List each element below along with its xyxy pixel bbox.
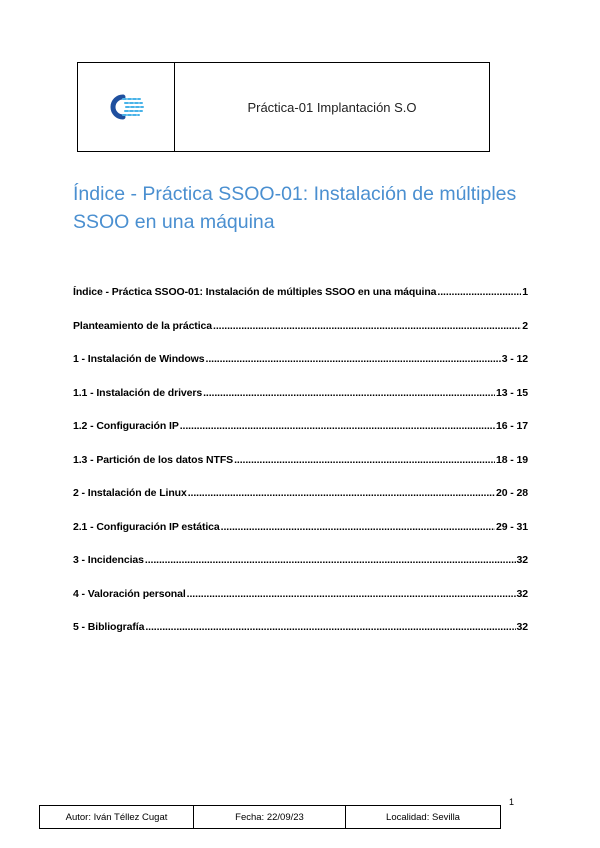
header-logo-cell bbox=[78, 63, 175, 151]
toc-leader-dots bbox=[221, 521, 495, 533]
toc-entry[interactable] bbox=[73, 621, 528, 655]
toc-leader-dots bbox=[206, 353, 501, 365]
toc-entry-page[interactable]: 13 - 15 bbox=[496, 386, 528, 399]
toc-leader-dots bbox=[145, 621, 515, 633]
toc-entry-page[interactable]: 32 bbox=[516, 587, 528, 600]
table-of-contents bbox=[73, 286, 528, 655]
toc-entry-page[interactable]: 32 bbox=[516, 554, 528, 566]
toc-leader-dots bbox=[437, 286, 521, 298]
toc-leader-dots bbox=[188, 487, 495, 499]
page-title: Índice - Práctica SSOO-01: Instalación de múltiples SSOO en una máquina bbox=[73, 183, 517, 233]
toc-leader-dots bbox=[145, 554, 516, 566]
toc-entry-title[interactable]: 1.1 - Instalación de drivers bbox=[73, 386, 203, 399]
toc-entry[interactable] bbox=[73, 487, 528, 521]
toc-leader-dots bbox=[234, 454, 495, 466]
toc-leader-dots bbox=[180, 420, 495, 432]
toc-entry[interactable] bbox=[73, 420, 528, 454]
document-header bbox=[77, 62, 490, 152]
toc-entry-title[interactable]: 1 - Instalación de Windows bbox=[73, 353, 205, 365]
toc-entry-page[interactable]: 3 - 12 bbox=[501, 353, 528, 365]
toc-entry-page[interactable]: 2 bbox=[522, 319, 528, 332]
toc-entry-title[interactable]: 1.2 - Configuración IP bbox=[73, 420, 179, 432]
toc-entry[interactable] bbox=[73, 588, 528, 622]
toc-entry-page[interactable]: 1 bbox=[522, 286, 528, 298]
toc-leader-dots bbox=[187, 588, 516, 600]
toc-entry[interactable] bbox=[73, 454, 528, 488]
toc-entry[interactable] bbox=[73, 353, 528, 387]
footer-location: Localidad: Sevilla bbox=[386, 811, 460, 823]
c-wave-logo-icon bbox=[106, 90, 146, 124]
toc-entry-title[interactable]: 2 - Instalación de Linux bbox=[73, 487, 187, 499]
toc-entry-page[interactable]: 16 - 17 bbox=[496, 420, 528, 432]
toc-entry-title[interactable]: 3 - Incidencias bbox=[73, 554, 144, 566]
toc-entry[interactable] bbox=[73, 387, 528, 421]
toc-entry-page[interactable]: 20 - 28 bbox=[496, 487, 528, 499]
footer-table bbox=[39, 805, 501, 829]
page-number: 1 bbox=[509, 797, 515, 807]
toc-entry-page[interactable]: 32 bbox=[516, 621, 528, 633]
footer-date: Fecha: 22/09/23 bbox=[194, 806, 346, 828]
toc-entry-title[interactable]: 1.3 - Partición de los datos NTFS bbox=[73, 453, 234, 466]
toc-entry-title[interactable]: Planteamiento de la práctica bbox=[73, 319, 213, 332]
toc-entry-page[interactable]: 29 - 31 bbox=[496, 520, 528, 533]
toc-entry[interactable] bbox=[73, 554, 528, 588]
toc-entry[interactable] bbox=[73, 286, 528, 320]
toc-entry-title[interactable]: 4 - Valoración personal bbox=[73, 587, 186, 600]
toc-entry[interactable] bbox=[73, 521, 528, 555]
toc-leader-dots bbox=[203, 387, 495, 399]
header-title: Práctica-01 Implantación S.O bbox=[247, 99, 417, 115]
toc-entry-title[interactable]: 5 - Bibliografía bbox=[73, 621, 145, 633]
toc-leader-dots bbox=[213, 320, 521, 332]
toc-entry[interactable] bbox=[73, 320, 528, 354]
footer-author: Autor: Iván Téllez Cugat bbox=[40, 806, 194, 828]
toc-entry-title[interactable]: Índice - Práctica SSOO-01: Instalación de múltiples SSOO en una máquina bbox=[73, 286, 437, 298]
toc-entry-page[interactable]: 18 - 19 bbox=[496, 453, 528, 466]
toc-entry-title[interactable]: 2.1 - Configuración IP estática bbox=[73, 520, 220, 533]
